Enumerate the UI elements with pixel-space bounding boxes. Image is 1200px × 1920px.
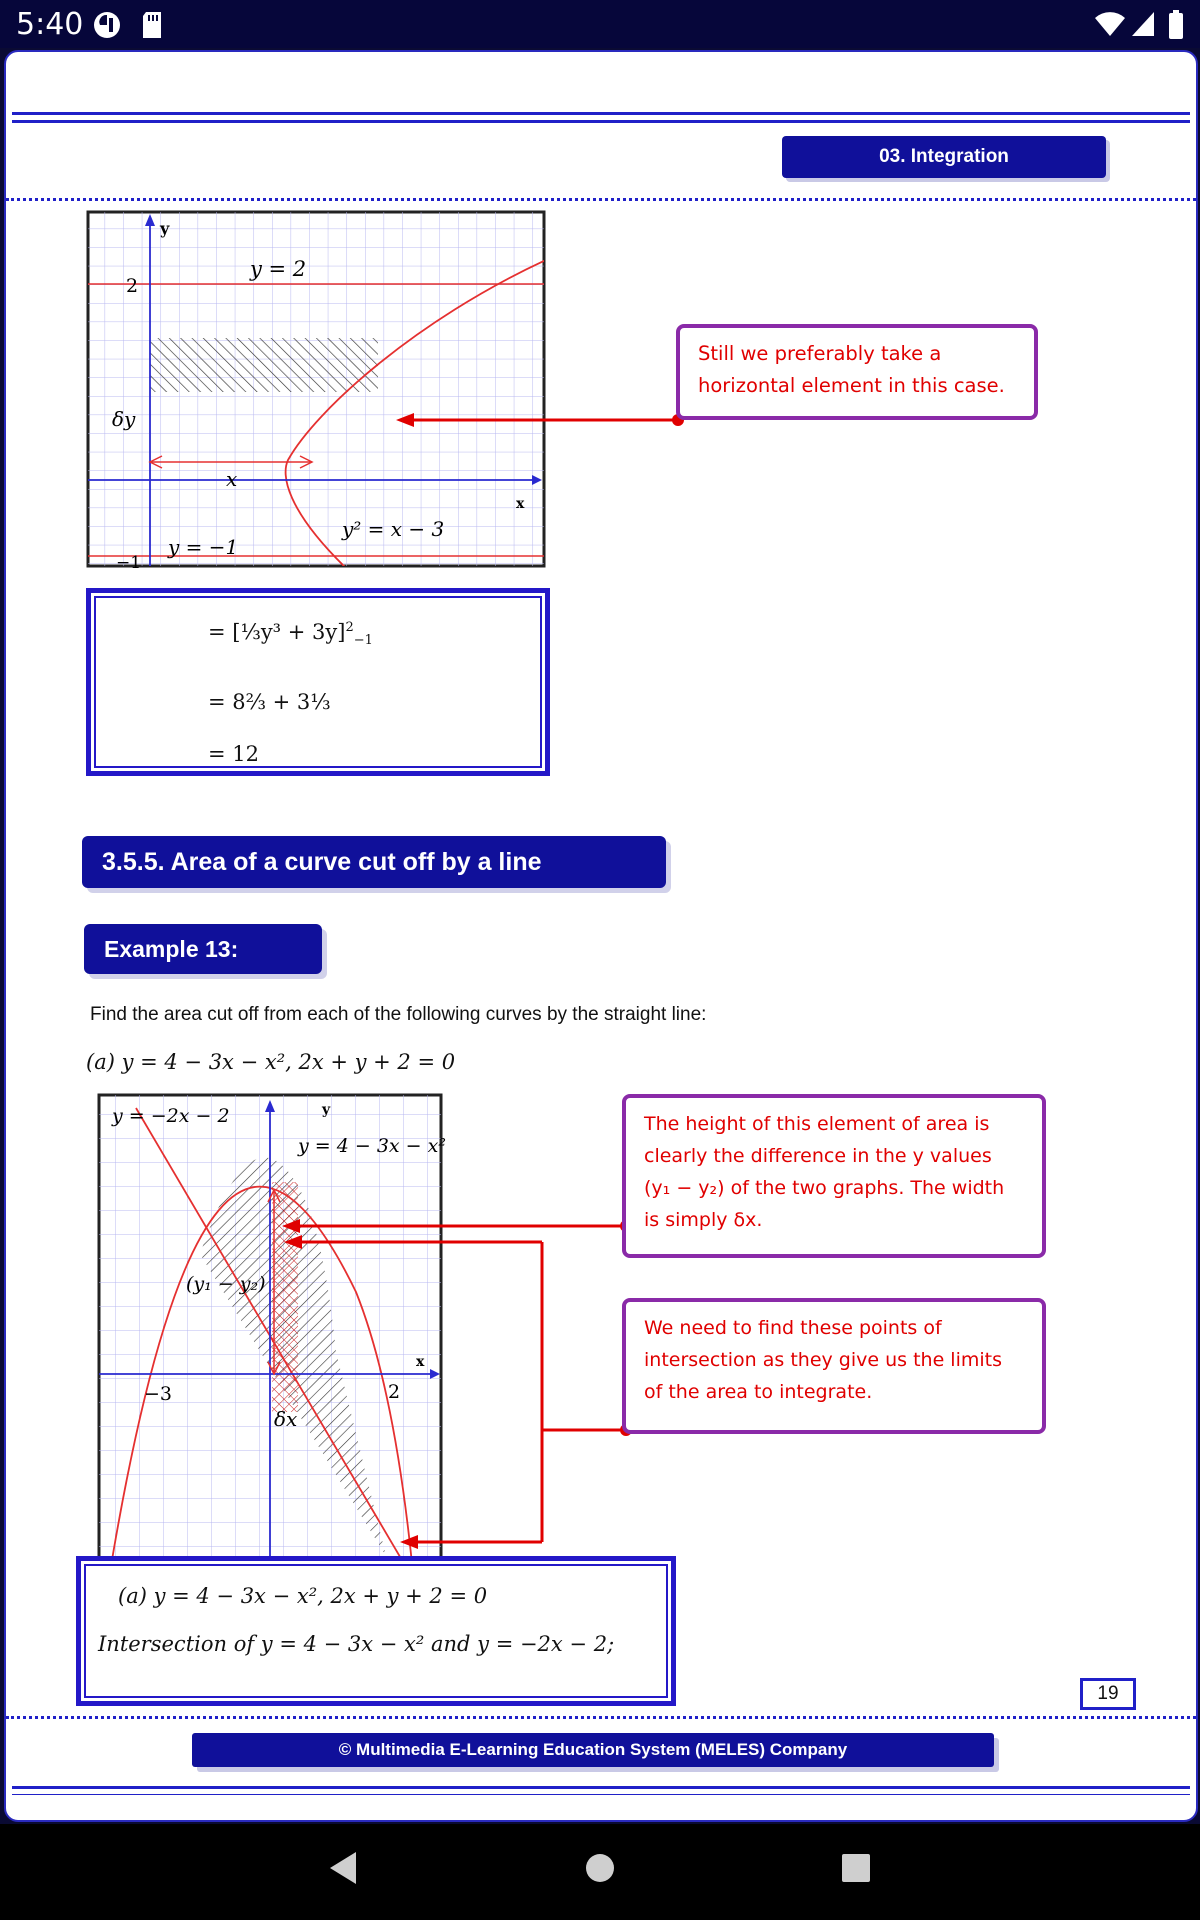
footer-copyright: © Multimedia E-Learning Education System (MELES) Company bbox=[192, 1733, 994, 1767]
label-delta-x: δx bbox=[274, 1407, 298, 1431]
wifi-icon bbox=[1094, 10, 1126, 38]
sd-card-icon bbox=[140, 10, 164, 40]
label-y-equals-2: y = 2 bbox=[250, 257, 307, 281]
problem-instruction: Find the area cut off from each of the following curves by the straight line: bbox=[90, 1004, 707, 1025]
signal-icon bbox=[1130, 10, 1156, 38]
label-y1-minus-y2: (y₁ − y₂) bbox=[186, 1273, 266, 1295]
callout1-arrow bbox=[396, 408, 686, 432]
label-parabola-eq: y = 4 − 3x − x² bbox=[298, 1135, 446, 1157]
battery-icon bbox=[1168, 10, 1184, 40]
example-title: Example 13: bbox=[84, 924, 322, 974]
x-axis-label: x bbox=[516, 496, 525, 512]
navigation-bar bbox=[0, 1824, 1200, 1920]
tick-2: 2 bbox=[126, 275, 139, 297]
shaded-strip bbox=[150, 338, 378, 392]
footer-rule-2 bbox=[12, 1794, 1190, 1795]
problem-part-a: (a) y = 4 − 3x − x², 2x + y + 2 = 0 bbox=[86, 1050, 456, 1074]
label-x-width: x bbox=[226, 467, 238, 491]
tick-2-graph2: 2 bbox=[388, 1381, 401, 1403]
chapter-tab: 03. Integration bbox=[782, 136, 1106, 178]
solution-line-2: Intersection of y = 4 − 3x − x² and y = −2x − 2; bbox=[98, 1632, 615, 1656]
result-line-1: = [⅓y³ + 3y]$^2_{-1}$ bbox=[208, 620, 373, 649]
result-box bbox=[86, 588, 550, 776]
status-bar bbox=[0, 0, 1200, 48]
callout2-text: The height of this element of area is clearly the difference in the y values (y₁ − y₂) of the two graphs. The width is simply δx. bbox=[644, 1113, 1005, 1231]
label-y-equals-neg1: y = −1 bbox=[168, 535, 239, 559]
solution-line-1: (a) y = 4 − 3x − x², 2x + y + 2 = 0 bbox=[118, 1584, 488, 1608]
recents-icon[interactable] bbox=[840, 1848, 872, 1888]
clock: 5:40 bbox=[16, 7, 84, 42]
label-line-eq: y = −2x − 2 bbox=[112, 1105, 230, 1127]
footer-dotted-rule bbox=[6, 1716, 1196, 1719]
callout1-text: Still we preferably take a horizontal element in this case. bbox=[698, 342, 1005, 397]
header-rule bbox=[12, 112, 1190, 115]
document-page[interactable] bbox=[4, 50, 1198, 1822]
page-number: 19 bbox=[1080, 1678, 1136, 1710]
label-delta-y: δy bbox=[112, 407, 136, 431]
section-title: 3.5.5. Area of a curve cut off by a line bbox=[82, 836, 666, 888]
back-icon[interactable] bbox=[326, 1848, 360, 1888]
y-axis-label: y bbox=[160, 219, 170, 238]
callout3-text: We need to find these points of intersection as they give us the limits of the area to integrate. bbox=[644, 1317, 1002, 1403]
header-dotted-rule bbox=[6, 198, 1196, 201]
tick-neg3: −3 bbox=[144, 1383, 173, 1405]
result-line-3: = 12 bbox=[208, 742, 259, 766]
tick-neg1: −1 bbox=[116, 553, 142, 572]
y-axis-label-2: y bbox=[322, 1102, 331, 1118]
footer-rule bbox=[12, 1786, 1190, 1789]
solution-box bbox=[76, 1556, 676, 1706]
callout-element-height bbox=[622, 1094, 1046, 1258]
graph-horizontal-element bbox=[86, 210, 548, 572]
app-notification-icon bbox=[92, 10, 122, 40]
label-curve-eq: y² = x − 3 bbox=[342, 517, 445, 541]
home-icon[interactable] bbox=[584, 1848, 616, 1888]
header-rule-2 bbox=[12, 120, 1190, 123]
callout-intersection-points bbox=[622, 1298, 1046, 1434]
result-line-2: = 8⅔ + 3⅓ bbox=[208, 690, 331, 714]
callout-horizontal-element bbox=[676, 324, 1038, 420]
callout-arrows-2 bbox=[282, 1158, 634, 1558]
x-axis-label-2: x bbox=[416, 1354, 425, 1370]
